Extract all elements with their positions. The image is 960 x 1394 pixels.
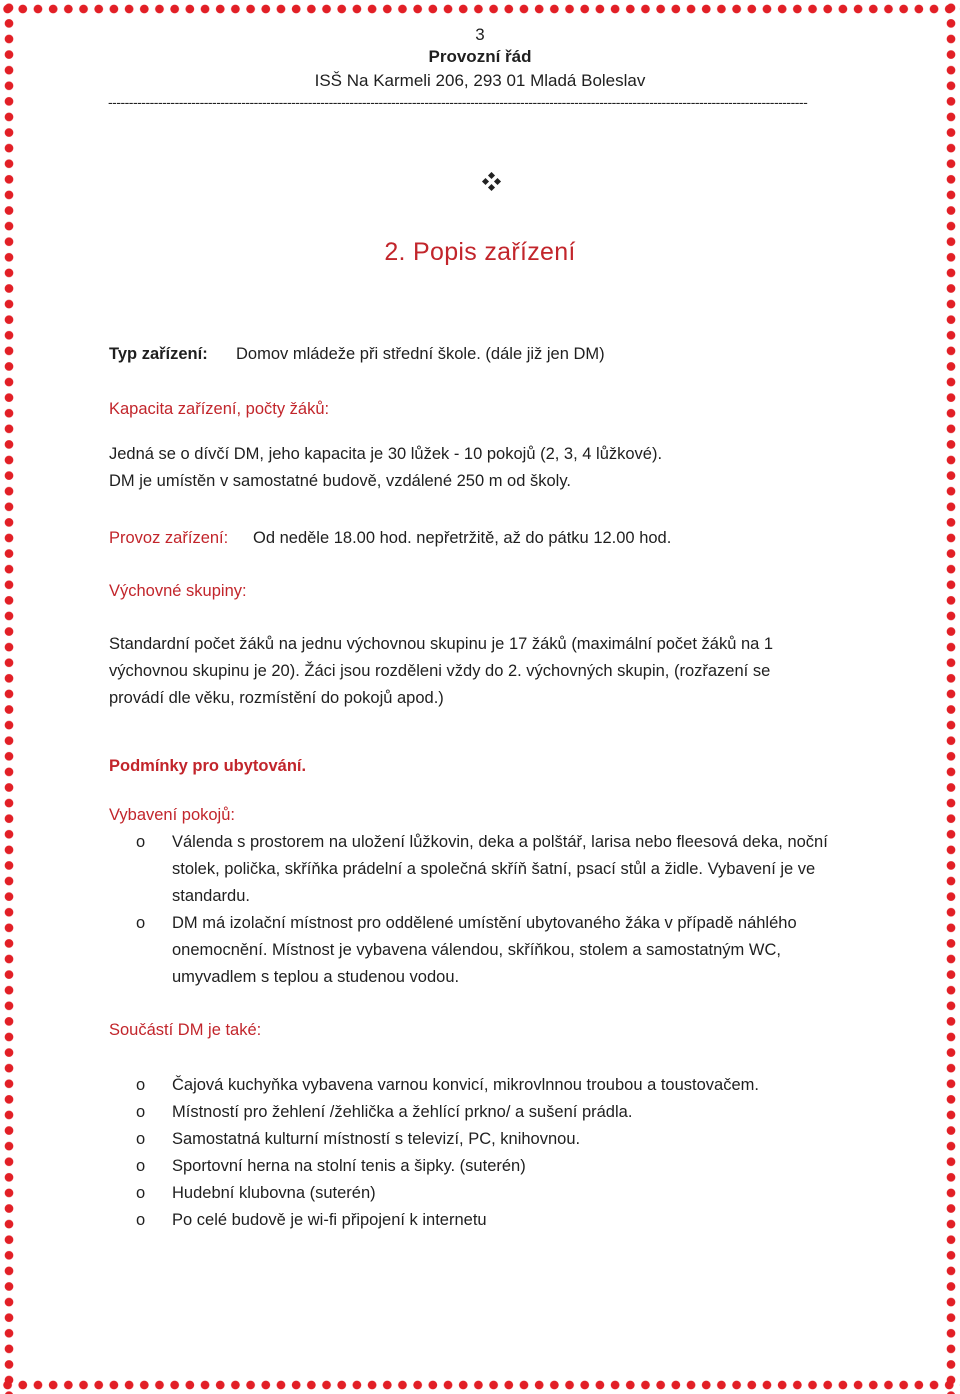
type-value: Domov mládeže při střední škole. (dále již jen DM) — [236, 345, 605, 363]
facility-item: Samostatná kulturní místností s televizí, PC, knihovnou. — [172, 1130, 581, 1148]
bullet-marker: o — [136, 1130, 146, 1148]
decorative-border-bottom — [0, 1376, 960, 1394]
facility-item: Místností pro žehlení /žehlička a žehlící prkno/ a sušení prádla. — [172, 1103, 633, 1121]
capacity-label: Kapacita zařízení, počty žáků: — [109, 400, 330, 418]
facilities-label: Součástí DM je také: — [109, 1021, 262, 1039]
facility-item: Sportovní herna na stolní tenis a šipky. (suterén) — [172, 1157, 526, 1175]
equipment-item-2-line-3: umyvadlem s teplou a studenou vodou. — [172, 968, 460, 986]
equipment-item-1-line-2: stolek, polička, skříňka prádelní a společná skříň šatní, psací stůl a židle. Vybavení je ve — [172, 860, 816, 878]
type-label: Typ zařízení: — [109, 345, 208, 363]
operation-value: Od neděle 18.00 hod. nepřetržitě, až do pátku 12.00 hod. — [253, 529, 672, 547]
document-title: Provozní řád — [428, 47, 532, 66]
equipment-label: Vybavení pokojů: — [109, 806, 235, 824]
equipment-item-1-line-3: standardu. — [172, 887, 250, 905]
bullet-marker: o — [136, 1076, 146, 1094]
decorative-border-left — [0, 0, 18, 1394]
facility-item: Po celé budově je wi-fi připojení k internetu — [172, 1211, 487, 1229]
bullet-marker: o — [136, 1103, 146, 1121]
bullet-marker: o — [136, 833, 146, 851]
bullet-marker: o — [136, 914, 146, 932]
groups-line-1: Standardní počet žáků na jednu výchovnou skupinu je 17 žáků (maximální počet žáků na 1 — [109, 635, 774, 653]
equipment-item-2-line-2: onemocnění. Místnost je vybavena válendou, skříňkou, stolem a samostatným WC, — [172, 941, 781, 959]
equipment-item-1-line-1: Válenda s prostorem na uložení lůžkovin, deka a polštář, larisa nebo fleesová deka, noční — [172, 833, 828, 851]
bullet-marker: o — [136, 1157, 146, 1175]
capacity-line-1: Jedná se o dívčí DM, jeho kapacita je 30 lůžek - 10 pokojů (2, 3, 4 lůžkové). — [109, 445, 663, 463]
decorative-border-top — [0, 0, 960, 18]
capacity-line-2: DM je umístěn v samostatné budově, vzdálené 250 m od školy. — [109, 472, 571, 490]
diamond-cluster-icon — [480, 172, 504, 192]
section-heading: 2. Popis zařízení — [384, 238, 576, 266]
groups-line-2: výchovnou skupinu je 20). Žáci jsou rozděleni vždy do 2. výchovných skupin, (rozřazení se — [109, 662, 771, 680]
decorative-border-right — [942, 0, 960, 1394]
header-separator: ------------------------------------------------------------------------------------------------------------------------------------------------------------------------ — [108, 94, 808, 110]
groups-label: Výchovné skupiny: — [109, 582, 247, 600]
bullet-marker: o — [136, 1211, 146, 1229]
page-number: 3 — [475, 25, 485, 44]
equipment-item-2-line-1: DM má izolační místnost pro oddělené umístění ubytovaného žáka v případě náhlého — [172, 914, 797, 932]
school-address: ISŠ Na Karmeli 206, 293 01 Mladá Boleslav — [314, 71, 646, 90]
facility-item: Hudební klubovna (suterén) — [172, 1184, 376, 1202]
conditions-label: Podmínky pro ubytování. — [109, 757, 307, 775]
facility-item: Čajová kuchyňka vybavena varnou konvicí, mikrovlnnou troubou a toustovačem. — [172, 1076, 759, 1094]
operation-label: Provoz zařízení: — [109, 529, 229, 547]
bullet-marker: o — [136, 1184, 146, 1202]
groups-line-3: provádí dle věku, rozmístění do pokojů apod.) — [109, 689, 444, 707]
